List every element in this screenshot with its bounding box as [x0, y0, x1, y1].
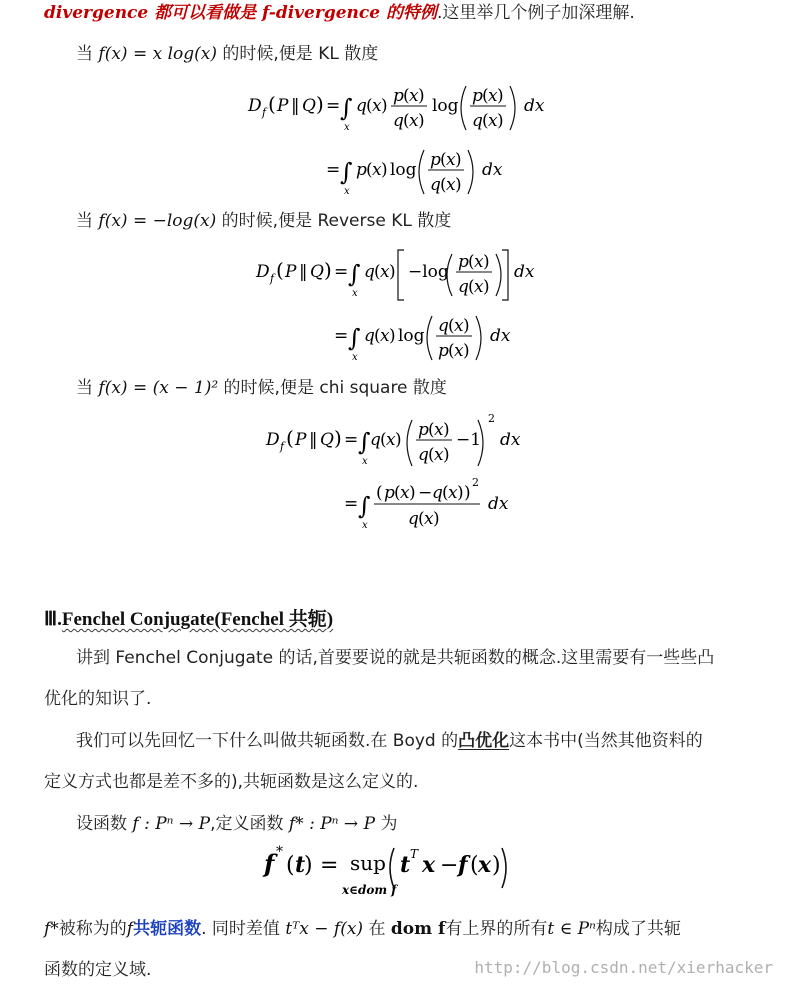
book-title: 凸优化: [458, 731, 510, 751]
svg-text:p: p: [393, 86, 404, 106]
svg-text:q: q: [472, 111, 483, 131]
svg-text:(: (: [366, 160, 373, 180]
svg-text:(: (: [403, 111, 410, 131]
svg-text:p: p: [458, 252, 469, 272]
svg-text:P: P: [285, 262, 297, 282]
svg-text:(: (: [380, 430, 387, 450]
svg-text:): ): [455, 175, 462, 195]
svg-text:t: t: [400, 852, 411, 878]
svg-text:−1: −1: [456, 430, 482, 450]
svg-text:): ): [381, 160, 388, 180]
svg-text:x: x: [372, 160, 382, 180]
svg-text:): ): [483, 252, 490, 272]
svg-text:D: D: [256, 262, 270, 282]
svg-text:f: f: [270, 272, 275, 285]
svg-text:Q: Q: [302, 96, 316, 116]
svg-text:∫: ∫: [340, 94, 353, 122]
kl-intro-suffix: 的时候,便是 KL 散度: [222, 44, 379, 64]
kl-intro-formula: f(x) = x log(x): [98, 44, 217, 64]
paragraph-1-line-2: 优化的知识了.: [44, 689, 152, 709]
svg-text:*: *: [276, 844, 283, 860]
svg-text:x: x: [380, 326, 390, 346]
svg-text:q: q: [438, 316, 449, 336]
svg-text:x: x: [409, 86, 419, 106]
last-text-k: 构成了共轭: [595, 919, 681, 939]
svg-text:x: x: [344, 122, 350, 133]
svg-text:D: D: [266, 430, 280, 450]
svg-text:q: q: [408, 509, 419, 529]
svg-text:q: q: [430, 175, 441, 195]
svg-text:Q: Q: [310, 262, 324, 282]
chi-intro-formula: f(x) = (x − 1)²: [98, 378, 219, 398]
svg-text:): ): [497, 86, 504, 106]
svg-text:∫: ∫: [358, 492, 371, 520]
paragraph-1-line-1: 讲到 Fenchel Conjugate 的话,首要要说的就是共轭函数的概念.这里需要有一些些凸: [76, 648, 715, 668]
svg-text:(: (: [286, 426, 294, 450]
svg-text:∫: ∫: [348, 260, 361, 288]
svg-text:): ): [443, 420, 450, 440]
svg-text:Q: Q: [320, 430, 334, 450]
kl-intro-prefix: 当: [76, 44, 93, 64]
svg-text:‖: ‖: [309, 430, 318, 450]
t-in-p: t ∈ Pⁿ: [547, 919, 596, 939]
svg-text:): ): [389, 262, 396, 282]
svg-text:(: (: [376, 483, 383, 503]
svg-text:x∈dom f: x∈dom f: [342, 883, 397, 897]
svg-text:2: 2: [472, 476, 479, 489]
svg-text:q: q: [393, 111, 404, 131]
svg-text:x: x: [422, 852, 436, 878]
svg-text:2: 2: [488, 412, 495, 425]
svg-text:x: x: [454, 341, 464, 361]
fstar-symbol: f*: [44, 919, 59, 939]
conjugate-function-term: 共轭函数: [133, 919, 202, 939]
intro-rest: .这里举几个例子加深理解.: [436, 3, 635, 23]
svg-text:(: (: [448, 316, 455, 336]
reverse-kl-intro: [76, 210, 451, 232]
svg-text:x: x: [488, 111, 498, 131]
svg-text:=: =: [326, 160, 341, 180]
def-formula-fstar: f* : Pⁿ → P: [288, 814, 376, 834]
f-symbol: f: [126, 919, 134, 939]
svg-text:x: x: [448, 483, 458, 503]
svg-text:dx: dx: [500, 430, 521, 450]
svg-text:P: P: [277, 96, 289, 116]
def-text-e: 为: [380, 814, 398, 834]
svg-text:): ): [324, 258, 332, 282]
svg-text:(: (: [268, 92, 276, 116]
svg-text:∫: ∫: [340, 158, 353, 186]
svg-text:): ): [316, 92, 324, 116]
svg-text:): ): [304, 853, 313, 878]
svg-text:(: (: [374, 326, 381, 346]
svg-text:‖: ‖: [291, 96, 300, 116]
svg-text:x: x: [434, 420, 444, 440]
svg-text:): ): [433, 509, 440, 529]
svg-text:): ): [457, 483, 464, 503]
svg-text:(: (: [394, 483, 401, 503]
svg-text:‖: ‖: [299, 262, 308, 282]
svg-text:(: (: [428, 420, 435, 440]
last-paragraph-line-2: 函数的定义域.: [44, 960, 152, 980]
last-text-e: . 同时差值: [201, 919, 280, 939]
last-text-i: 有上界的所有: [445, 919, 548, 939]
dom-f: dom f: [390, 919, 446, 939]
svg-text:x: x: [454, 316, 464, 336]
svg-text:(: (: [276, 258, 284, 282]
kl-equation: [240, 78, 560, 203]
svg-text:(: (: [448, 341, 455, 361]
reverse-kl-equation: [248, 244, 548, 369]
section-title: Fenchel Conjugate(Fenchel 共轭): [61, 609, 334, 630]
svg-text:q: q: [364, 262, 375, 282]
highlight-text: divergence 都可以看做是 f-divergence 的特例: [44, 3, 437, 23]
svg-text:q: q: [432, 483, 443, 503]
svg-text:x: x: [386, 430, 396, 450]
svg-text:dx: dx: [524, 96, 545, 116]
watermark: http://blog.csdn.net/xierhacker: [474, 958, 773, 977]
svg-text:q: q: [418, 445, 429, 465]
svg-text:(: (: [482, 111, 489, 131]
svg-text:p: p: [356, 160, 367, 180]
svg-text:x: x: [372, 96, 382, 116]
kl-intro: [76, 43, 378, 65]
svg-text:D: D: [248, 96, 262, 116]
svg-text:−: −: [440, 853, 459, 878]
svg-text:x: x: [409, 111, 419, 131]
svg-text:f: f: [280, 440, 285, 453]
difference-formula: tᵀx − f(x): [285, 919, 364, 939]
svg-text:−log: −log: [408, 262, 449, 282]
svg-text:f: f: [458, 852, 468, 878]
svg-text:x: x: [488, 86, 498, 106]
svg-text:): ): [389, 326, 396, 346]
svg-text:q: q: [364, 326, 375, 346]
last-text-b: 被称为的: [58, 919, 127, 939]
svg-text:): ): [455, 150, 462, 170]
last-text-g: 在: [368, 919, 386, 939]
svg-text:(: (: [286, 853, 295, 878]
svg-text:P: P: [295, 430, 307, 450]
def-formula-f: f : Pⁿ → P: [132, 814, 211, 834]
svg-text:(: (: [470, 853, 479, 878]
svg-text:): ): [381, 96, 388, 116]
svg-text:p: p: [438, 341, 449, 361]
svg-text:x: x: [478, 852, 492, 878]
paragraph-2-text-a: 我们可以先回忆一下什么叫做共轭函数.在 Boyd 的: [76, 731, 459, 751]
svg-text:dx: dx: [482, 160, 503, 180]
svg-text:(: (: [468, 252, 475, 272]
svg-text:x: x: [352, 352, 358, 363]
section-number: Ⅲ.: [44, 609, 62, 630]
svg-text:dx: dx: [490, 326, 511, 346]
svg-text:q: q: [356, 96, 367, 116]
svg-text:(: (: [418, 509, 425, 529]
svg-text:x: x: [344, 186, 350, 197]
svg-text:(: (: [374, 262, 381, 282]
svg-text:(: (: [403, 86, 410, 106]
svg-text:=: =: [334, 262, 349, 282]
svg-text:T: T: [410, 847, 419, 861]
svg-text:sup: sup: [350, 851, 386, 875]
svg-text:p: p: [430, 150, 441, 170]
svg-text:−: −: [418, 483, 433, 503]
reverse-kl-intro-formula: f(x) = −log(x): [98, 211, 217, 231]
svg-text:=: =: [334, 326, 349, 346]
svg-text:(: (: [440, 150, 447, 170]
def-text-c: ,定义函数: [210, 814, 284, 834]
svg-text:p: p: [472, 86, 483, 106]
svg-text:): ): [443, 445, 450, 465]
svg-text:): ): [395, 430, 402, 450]
svg-text:log: log: [390, 160, 417, 180]
svg-text:x: x: [446, 150, 456, 170]
svg-text:f: f: [262, 106, 267, 119]
svg-text:): ): [492, 853, 501, 878]
svg-text:x: x: [474, 277, 484, 297]
svg-text:f: f: [264, 849, 275, 878]
reverse-kl-intro-prefix: 当: [76, 211, 93, 231]
svg-text:=: =: [344, 430, 359, 450]
chi-intro-suffix: 的时候,便是 chi square 散度: [223, 378, 447, 398]
svg-text:): ): [464, 483, 471, 503]
svg-text:x: x: [434, 445, 444, 465]
svg-text:q: q: [458, 277, 469, 297]
svg-text:∫: ∫: [348, 324, 361, 352]
svg-text:log: log: [432, 96, 459, 116]
svg-text:): ): [418, 86, 425, 106]
paragraph-2-text-c: 这本书中(当然其他资料的: [509, 731, 703, 751]
svg-text:(: (: [366, 96, 373, 116]
svg-text:x: x: [380, 262, 390, 282]
intro-line: [44, 2, 635, 24]
svg-text:x: x: [424, 509, 434, 529]
svg-text:(: (: [440, 175, 447, 195]
section-heading: [44, 604, 333, 631]
svg-text:(: (: [442, 483, 449, 503]
svg-text:): ): [497, 111, 504, 131]
svg-text:(: (: [482, 86, 489, 106]
definition-line: [76, 813, 397, 835]
svg-text:x: x: [362, 520, 368, 531]
svg-text:x: x: [400, 483, 410, 503]
svg-text:): ): [463, 316, 470, 336]
chi-intro: [76, 377, 447, 399]
svg-text:): ): [483, 277, 490, 297]
paragraph-2-line-2: 定义方式也都是差不多的),共轭函数是这么定义的.: [44, 772, 419, 792]
svg-text:dx: dx: [488, 494, 509, 514]
svg-text:): ): [463, 341, 470, 361]
svg-text:x: x: [474, 252, 484, 272]
svg-text:p: p: [384, 483, 395, 503]
svg-text:=: =: [320, 853, 339, 878]
svg-text:p: p: [418, 420, 429, 440]
svg-text:dx: dx: [514, 262, 535, 282]
svg-text:): ): [418, 111, 425, 131]
svg-text:(: (: [428, 445, 435, 465]
svg-text:∫: ∫: [358, 428, 371, 456]
chi-intro-prefix: 当: [76, 378, 93, 398]
paragraph-2-line-1: [76, 730, 703, 752]
conjugate-equation: [258, 840, 548, 902]
svg-text:t: t: [295, 852, 306, 878]
svg-text:=: =: [344, 494, 359, 514]
svg-text:x: x: [352, 288, 358, 299]
svg-text:x: x: [446, 175, 456, 195]
svg-text:x: x: [362, 456, 368, 467]
svg-text:): ): [409, 483, 416, 503]
last-paragraph-line-1: [44, 918, 681, 940]
def-text-a: 设函数: [76, 814, 127, 834]
svg-text:log: log: [398, 326, 425, 346]
reverse-kl-intro-suffix: 的时候,便是 Reverse KL 散度: [221, 211, 452, 231]
svg-text:): ): [334, 426, 342, 450]
svg-text:(: (: [468, 277, 475, 297]
chi-equation: [258, 412, 548, 537]
svg-text:q: q: [370, 430, 381, 450]
svg-text:=: =: [326, 96, 341, 116]
